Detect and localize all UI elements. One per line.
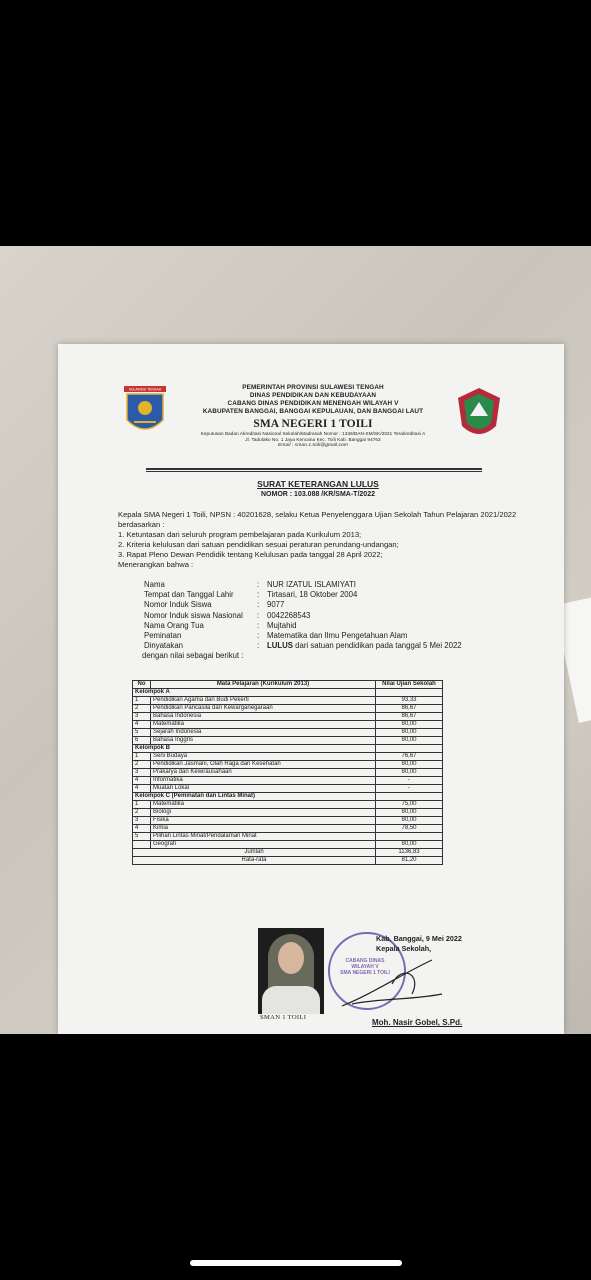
document-title: SURAT KETERANGAN LULUS: [257, 479, 379, 489]
school-name: SMA NEGERI 1 TOILI: [253, 418, 373, 430]
parent-label: Nama Orang Tua: [144, 620, 204, 630]
total-value: 1136,83: [376, 849, 443, 857]
sulteng-logo-icon: [124, 386, 166, 438]
row-no: 2: [133, 705, 151, 713]
group-b-label: Kelompok B: [133, 745, 376, 753]
empty-cell: [376, 689, 443, 697]
row-score: 80,00: [376, 721, 443, 729]
header-rule: [146, 468, 482, 470]
row-score: 80,00: [376, 809, 443, 817]
header-subject: Mata Pelajaran (Kurikulum 2013): [151, 681, 376, 689]
document-paper: [58, 344, 564, 1034]
group-row: [133, 745, 443, 753]
header-score: Nilai Ujian Sekolah: [376, 681, 443, 689]
row-score: 80,00: [376, 737, 443, 745]
email-text: Email : sman.1.toili@gmail.com: [278, 443, 348, 448]
accreditation-text: Keputusan Badan Akreditasi Nasional Sekolah/Madrasah Nomor : 1346/BAN-SM/SK/2021 Terakreditasi A: [200, 431, 426, 436]
row-no: 6: [133, 737, 151, 745]
nisn-label: Nomor Induk siswa Nasional: [144, 610, 243, 620]
point-2: 2. Kriteria kelulusan dari satuan pendidikan sesuai peraturan perundang-undangan;: [118, 540, 399, 549]
logo-left-text: SULAWESI TENGAH: [128, 387, 162, 392]
table-header: [133, 681, 443, 689]
row-subject: Pilihan Lintas Minat/Pendalaman Minat: [151, 833, 376, 841]
row-no: 3: [133, 817, 151, 825]
status-detail: dari satuan pendidikan pada tanggal 5 Mei 2022: [293, 641, 462, 651]
table-row: [133, 825, 443, 833]
kop-line-2: DINAS PENDIDIKAN DAN KEBUDAYAAN: [249, 392, 377, 399]
sign-place-date: Kab. Banggai, 9 Mei 2022: [376, 934, 462, 943]
total-row: [133, 849, 443, 857]
point-3: 3. Rapat Pleno Dewan Pendidik tentang Kelulusan pada tanggal 28 April 2022;: [118, 550, 383, 559]
row-score: 80,00: [376, 841, 443, 849]
row-subject: Biologi: [151, 809, 376, 817]
row-no: 5: [133, 833, 151, 841]
table-row: [133, 785, 443, 793]
row-no: 4: [133, 825, 151, 833]
row-score: -: [376, 777, 443, 785]
table-row: [133, 777, 443, 785]
row-subject: Pendidikan Jasmani, Olah Raga dan Kesehatan: [151, 761, 376, 769]
major-label: Peminatan: [144, 631, 182, 641]
colon: :: [257, 610, 260, 620]
photo-face: [278, 942, 304, 974]
group-c-label: Kelompok C (Peminatan dan Lintas Minat): [133, 793, 376, 801]
row-subject: Bahasa Inggris: [151, 737, 376, 745]
table-row: [133, 761, 443, 769]
table-row: [133, 809, 443, 817]
row-no: 1: [133, 801, 151, 809]
row-no: [133, 841, 151, 849]
row-subject: Matematika: [151, 801, 376, 809]
row-no: 4: [133, 777, 151, 785]
row-score: 93,33: [376, 697, 443, 705]
name-value: NUR IZATUL ISLAMIYATI: [267, 580, 356, 589]
header-rule-thin: [146, 471, 482, 472]
row-no: 2: [133, 761, 151, 769]
row-score: 86,67: [376, 705, 443, 713]
intro-paragraph: Kepala SMA Negeri 1 Toili, NPSN : 40201628, selaku Ketua Penyelenggara Ujian Sekolah Tahun Pelajaran 2021/2022 berdasarkan :: [118, 510, 517, 529]
average-row: [133, 857, 443, 865]
birth-label: Tempat dan Tanggal Lahir: [144, 590, 234, 600]
colon: :: [257, 590, 260, 600]
table-row: [133, 801, 443, 809]
colon: :: [257, 631, 260, 641]
row-no: 4: [133, 785, 151, 793]
row-subject: Seni Budaya: [151, 753, 376, 761]
address-text: Jl. Tadulako No. 1 Jaya Kencana Kec. Toili Kab. Banggai 94763: [245, 437, 381, 442]
table-row: [133, 817, 443, 825]
grades-intro: dengan nilai sebagai berikut :: [142, 651, 244, 661]
banggai-logo-icon: [456, 386, 502, 442]
header-no: No: [133, 681, 151, 689]
row-score: 78,50: [376, 825, 443, 833]
nisn-value: 0042268543: [267, 610, 311, 620]
row-score: 75,00: [376, 801, 443, 809]
stamp-line-2: WILAYAH V: [351, 964, 379, 970]
nis-value: 9077: [267, 600, 285, 610]
student-photo: [258, 928, 324, 1014]
table-row: [133, 713, 443, 721]
kop-line-1: PEMERINTAH PROVINSI SULAWESI TENGAH: [242, 384, 384, 391]
average-label: Rata-rata: [133, 857, 376, 865]
row-subject: Sejarah Indonesia: [151, 729, 376, 737]
photo-shirt: [262, 986, 320, 1014]
row-subject: Pendidikan Agama dan Budi Pekerti: [151, 697, 376, 705]
row-no: 3: [133, 769, 151, 777]
kop-line-4: KABUPATEN BANGGAI, BANGGAI KEPULAUAN, DAN BANGGAI LAUT: [202, 408, 424, 415]
row-no: 3: [133, 713, 151, 721]
status-label: Dinyatakan: [144, 641, 184, 651]
row-score: -: [376, 785, 443, 793]
principal-name: Moh. Nasir Gobel, S.Pd.: [372, 1018, 463, 1027]
nis-label: Nomor Induk Siswa: [144, 600, 212, 610]
grades-table: [132, 680, 443, 865]
row-score: 86,67: [376, 713, 443, 721]
empty-cell: [376, 793, 443, 801]
photo-caption: SMAN 1 TOILI: [260, 1014, 307, 1021]
empty-cell: [376, 745, 443, 753]
table-row: [133, 833, 443, 841]
row-subject: Fisika: [151, 817, 376, 825]
table-row: [133, 737, 443, 745]
document-number: NOMOR : 103.088 /KR/SMA-T/2022: [261, 491, 375, 498]
point-1: 1. Ketuntasan dari seluruh program pembelajaran pada Kurikulum 2013;: [118, 530, 362, 539]
sign-role: Kepala Sekolah,: [376, 944, 432, 953]
colon: :: [257, 580, 260, 589]
row-score: 80,00: [376, 729, 443, 737]
row-subject: Bahasa Indonesia: [151, 713, 376, 721]
row-score: 76,67: [376, 753, 443, 761]
colon: :: [257, 600, 260, 610]
row-subject: Pendidikan Pancasila dan Kewarganegaraan: [151, 705, 376, 713]
group-row: [133, 689, 443, 697]
row-score: 80,00: [376, 817, 443, 825]
parent-value: Mujtahid: [267, 620, 297, 630]
row-no: 5: [133, 729, 151, 737]
birth-value: Tirtasari, 18 Oktober 2004: [267, 590, 358, 600]
row-subject: Kimia: [151, 825, 376, 833]
table-row: [133, 705, 443, 713]
stamp-line-3: SMA NEGERI 1 TOILI: [340, 970, 390, 976]
table-row: [133, 729, 443, 737]
row-score: 80,00: [376, 769, 443, 777]
menerangkan-text: Menerangkan bahwa :: [118, 560, 194, 569]
row-no: 1: [133, 753, 151, 761]
colon: :: [257, 620, 260, 630]
colon: :: [257, 641, 260, 651]
row-subject: Muatan Lokal: [151, 785, 376, 793]
student-info: [144, 580, 527, 662]
group-a-label: Kelompok A: [133, 689, 376, 697]
stamp-line-1: CABANG DINAS: [345, 958, 385, 964]
row-score: 80,00: [376, 761, 443, 769]
table-row: [133, 841, 443, 849]
average-value: 81,20: [376, 857, 443, 865]
row-subject: Geografi: [151, 841, 376, 849]
signature-block: [376, 934, 462, 954]
major-value: Matematika dan Ilmu Pengetahuan Alam: [267, 631, 408, 641]
total-label: Jumlah: [133, 849, 376, 857]
home-indicator[interactable]: [190, 1260, 402, 1266]
table-row: [133, 697, 443, 705]
row-no: 1: [133, 697, 151, 705]
group-row: [133, 793, 443, 801]
table-row: [133, 769, 443, 777]
kop-line-3: CABANG DINAS PENDIDIKAN MENENGAH WILAYAH V: [227, 400, 399, 407]
row-subject: Informatika: [151, 777, 376, 785]
row-subject: Prakarya dan Kewirausahaan: [151, 769, 376, 777]
signature-icon: [332, 954, 452, 1014]
name-label: Nama: [144, 580, 165, 589]
row-score: [376, 833, 443, 841]
table-row: [133, 721, 443, 729]
table-row: [133, 753, 443, 761]
row-no: 2: [133, 809, 151, 817]
letterhead: [168, 384, 458, 449]
row-subject: Matematika: [151, 721, 376, 729]
row-no: 4: [133, 721, 151, 729]
status-value: LULUS: [267, 641, 293, 651]
